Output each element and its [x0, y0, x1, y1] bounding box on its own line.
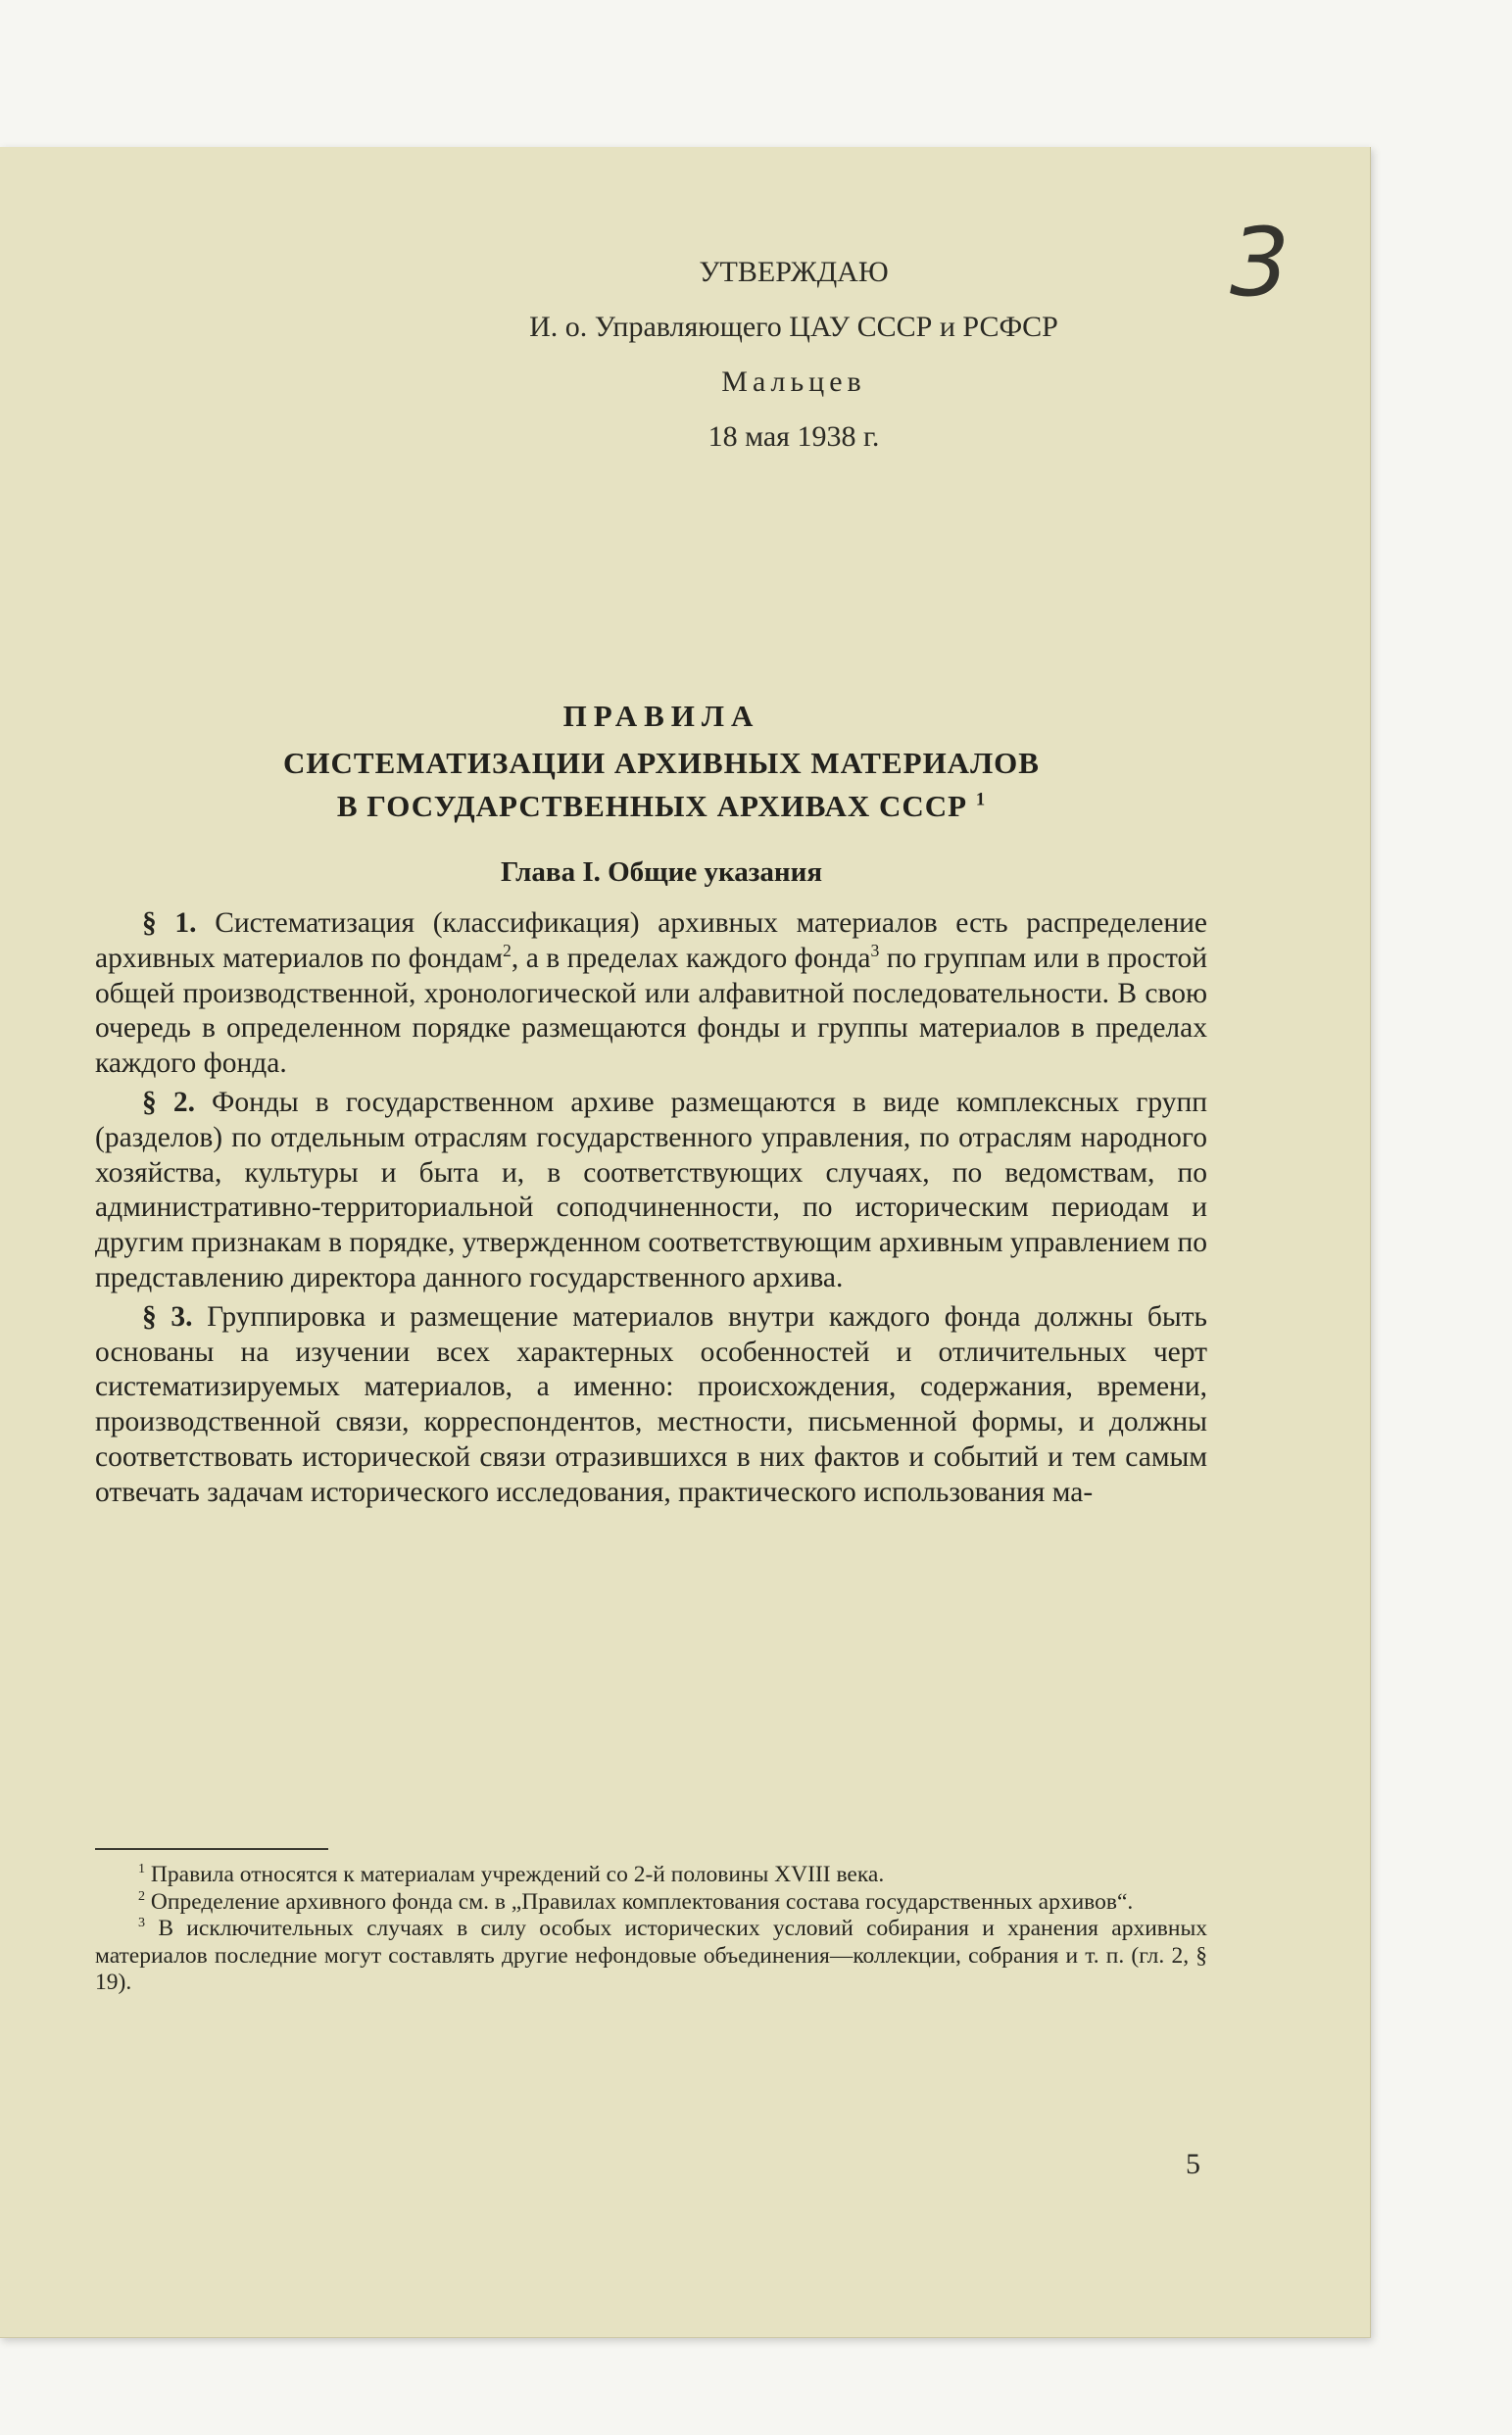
paragraph-text: Фонды в государственном архиве размещаются в виде комплексных групп (разделов) по отдельным отраслям государственного управления, по отраслям народного хозяйства, культуры и быта и, в соответствующих случаях, по ведомствам, по административно-территориальной соподчиненности, по историческим периодам и другим признакам в порядке, утвержденном соответствующим архивным управлением по представлению директора данного государственного архива.: [95, 1086, 1208, 1293]
title-line-3: [196, 785, 1127, 828]
document-page: [0, 147, 1371, 2338]
footnote-3: [95, 1916, 1207, 1997]
paragraph-1: [95, 906, 1207, 1082]
title-line-3-text: В ГОСУДАРСТВЕННЫХ АРХИВАХ СССР: [336, 789, 968, 823]
approval-position: И. о. Управляющего ЦАУ СССР и РСФСР: [529, 311, 1058, 343]
paragraph-text: по группам или в простой общей производственной, хронологической или алфавитной последовательности. В свою очередь в определенном порядке размещаются фонды и группы материалов в пределах каждого фонда.: [95, 942, 1207, 1080]
paragraph-number: § 1.: [142, 907, 197, 939]
footnote-2: [95, 1889, 1207, 1917]
footnote-mark: 2: [503, 940, 512, 960]
approval-heading: УТВЕРЖДАЮ: [699, 256, 889, 288]
footnote-text: Определение архивного фонда см. в „Правилах комплектования состава государственных архивов“.: [150, 1888, 1134, 1915]
paragraph-text: Систематизация (классификация) архивных материалов есть распределение архивных материалов по фондам: [95, 907, 1208, 974]
paragraph-number: § 3.: [142, 1300, 193, 1333]
page-number: 5: [1186, 2148, 1200, 2180]
approval-signatory: Мальцев: [721, 365, 866, 398]
footnote-divider: [95, 1848, 328, 1850]
approval-block: [372, 245, 1215, 464]
footnote-text: Правила относятся к материалам учреждений со 2-й половины XVIII века.: [150, 1862, 885, 1887]
footnote-mark: 3: [870, 940, 880, 960]
footnote-number: 2: [138, 1887, 146, 1904]
document-title: [196, 691, 1127, 828]
handwritten-page-number: 3: [1230, 208, 1291, 317]
title-line-1: ПРАВИЛА: [562, 699, 760, 733]
title-footnote-mark: 1: [975, 789, 987, 810]
footnote-number: 1: [138, 1861, 146, 1877]
footnote-1: [95, 1862, 1207, 1889]
chapter-heading: Глава I. Общие указания: [500, 856, 823, 888]
title-line-2: СИСТЕМАТИЗАЦИИ АРХИВНЫХ МАТЕРИАЛОВ: [283, 746, 1040, 780]
paragraph-text: , а в пределах каждого фонда: [511, 942, 871, 974]
paragraph-3: [95, 1300, 1207, 1511]
approval-date: 18 мая 1938 г.: [707, 420, 880, 453]
footnote-number: 3: [138, 1915, 146, 1931]
body-text: [95, 906, 1207, 1515]
paragraph-2: [95, 1086, 1207, 1296]
paragraph-number: § 2.: [142, 1086, 195, 1118]
footnote-text: В исключительных случаях в силу особых исторических условий собирания и хранения архивных материалов последние могут составлять другие нефондовые объединения—коллекции, собрания и т. п. (гл. 2, § 19).: [95, 1916, 1208, 1995]
paragraph-text: Группировка и размещение материалов внутри каждого фонда должны быть основаны на изучении всех характерных особенностей и отличительных черт систематизируемых материалов, а именно: происхождения, содержания, времени, производственной связи, корреспондентов, местности, письменной формы, и должны соответствовать исторической связи отразившихся в них фактов и событий и тем самым отвечать задачам исторического исследования, практического использования ма-: [95, 1300, 1207, 1508]
footnotes: [95, 1862, 1207, 1997]
